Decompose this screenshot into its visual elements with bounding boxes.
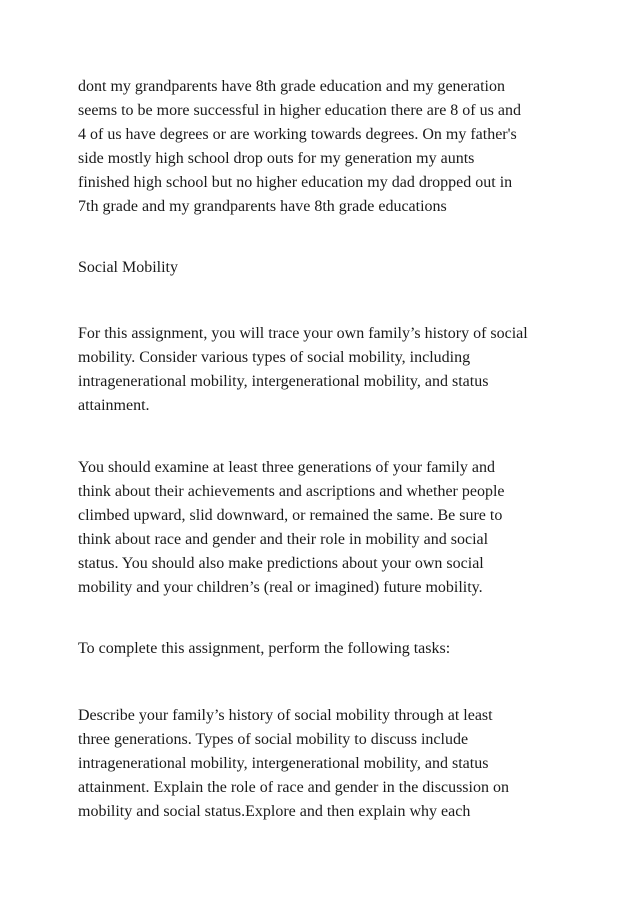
paragraph-generations [78,456,578,600]
text-line: For this assignment, you will trace your own family’s history of social [78,325,528,342]
heading-line: Social Mobility [78,259,178,276]
text-line: finished high school but no higher education my dad dropped out in [78,174,513,191]
text-line: mobility. Consider various types of social mobility, including [78,349,471,366]
paragraph-tasks [78,637,578,661]
text-line: mobility and your children’s (real or imagined) future mobility. [78,579,483,596]
text-line: attainment. [78,397,150,414]
text-line: climbed upward, slid downward, or remained the same. Be sure to [78,507,503,524]
text-line: You should examine at least three generations of your family and [78,459,495,476]
text-line: think about their achievements and ascriptions and whether people [78,483,505,500]
paragraph-assignment [78,322,578,418]
paragraph-family-education [78,75,578,219]
text-line: intragenerational mobility, intergenerational mobility, and status [78,755,489,772]
text-line: intragenerational mobility, intergenerational mobility, and status [78,373,489,390]
text-line: Describe your family’s history of social mobility through at least [78,707,493,724]
text-line: dont my grandparents have 8th grade education and my generation [78,78,505,95]
text-line: think about race and gender and their role in mobility and social [78,531,489,548]
paragraph-describe [78,704,578,824]
section-heading [78,256,578,280]
text-line: 7th grade and my grandparents have 8th grade educations [78,198,447,215]
text-line: seems to be more successful in higher education there are 8 of us and [78,102,521,119]
text-line: 4 of us have degrees or are working towards degrees. On my father's [78,126,517,143]
text-line: attainment. Explain the role of race and gender in the discussion on [78,779,509,796]
text-line: To complete this assignment, perform the following tasks: [78,640,451,657]
text-line: mobility and social status.Explore and then explain why each [78,803,471,820]
text-line: three generations. Types of social mobility to discuss include [78,731,469,748]
text-line: status. You should also make predictions about your own social [78,555,484,572]
text-line: side mostly high school drop outs for my generation my aunts [78,150,475,167]
